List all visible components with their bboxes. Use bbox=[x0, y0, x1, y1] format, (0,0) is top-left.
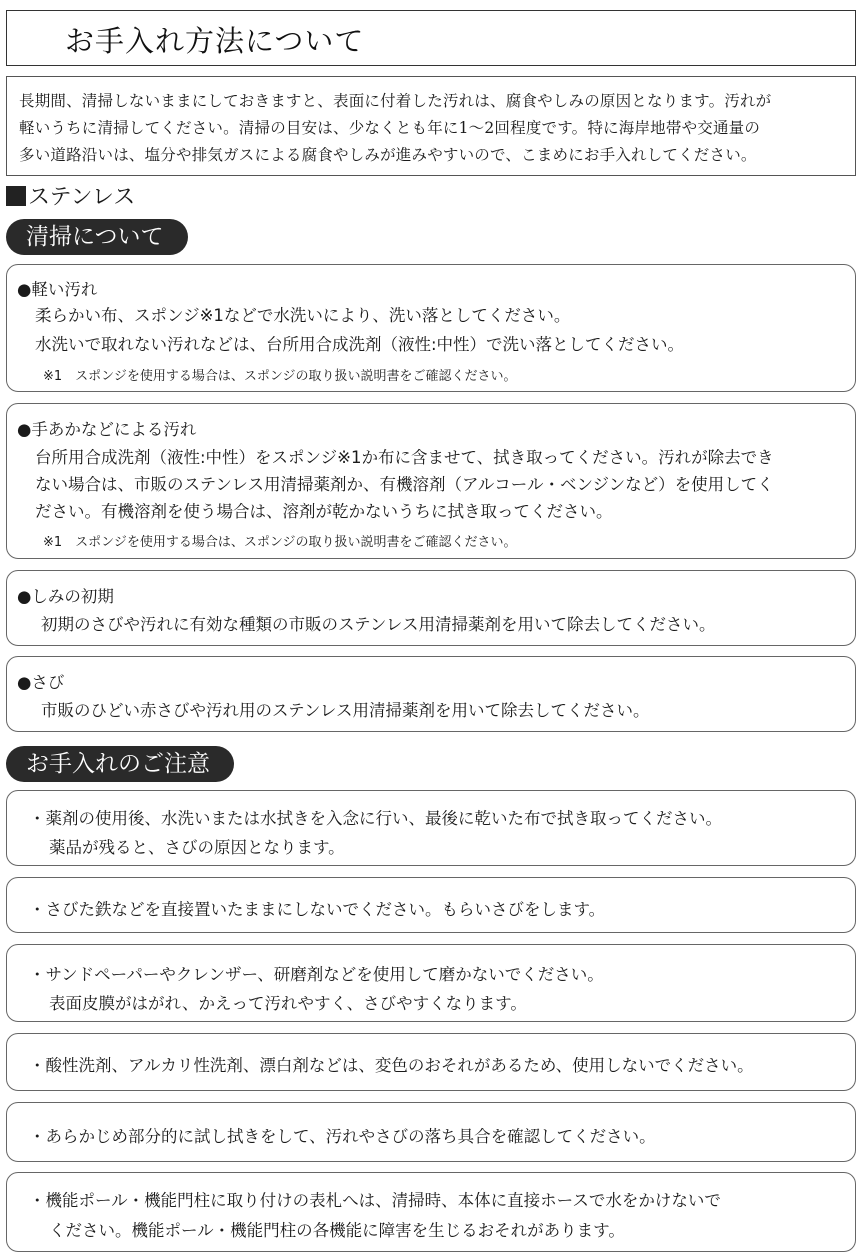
cleaning-item-light-dirt bbox=[6, 264, 856, 392]
item-note: ※1 スポンジを使用する場合は、スポンジの取り扱い説明書をご確認ください。 bbox=[43, 369, 517, 384]
caution-line: ・さびた鉄などを直接置いたままにしないでください。もらいさびをします。 bbox=[29, 900, 606, 919]
item-line: ださい。有機溶剤を使う場合は、溶剤が乾かないうちに拭き取ってください。 bbox=[35, 502, 613, 521]
intro-line: 多い道路沿いは、塩分や排気ガスによる腐食やしみが進みやすいので、こまめにお手入れしてください。 bbox=[19, 146, 757, 164]
cleaning-item-hand-grime bbox=[6, 403, 856, 559]
caution-heading: お手入れのご注意 bbox=[6, 746, 234, 782]
caution-item bbox=[6, 790, 856, 866]
caution-item bbox=[6, 944, 856, 1022]
caution-line: ・機能ポール・機能門柱に取り付けの表札へは、清掃時、本体に直接ホースで水をかけないで bbox=[29, 1191, 721, 1210]
item-line: 初期のさびや汚れに有効な種類の市販のステンレス用清掃薬剤を用いて除去してください。 bbox=[41, 615, 716, 634]
cleaning-item-rust bbox=[6, 656, 856, 732]
page-title-box bbox=[6, 10, 856, 66]
item-heading: ●さび bbox=[17, 673, 65, 692]
section-title bbox=[6, 183, 135, 213]
item-line: 水洗いで取れない汚れなどは、台所用合成洗剤（液性:中性）で洗い落としてください。 bbox=[35, 335, 685, 354]
intro-box bbox=[6, 76, 856, 176]
page-title: お手入れ方法について bbox=[65, 24, 365, 58]
caution-line: ・あらかじめ部分的に試し拭きをして、汚れやさびの落ち具合を確認してください。 bbox=[29, 1127, 656, 1146]
item-heading: ●手あかなどによる汚れ bbox=[17, 420, 197, 439]
item-note: ※1 スポンジを使用する場合は、スポンジの取り扱い説明書をご確認ください。 bbox=[43, 535, 517, 550]
intro-line: 長期間、清掃しないままにしておきますと、表面に付着した汚れは、腐食やしみの原因となります。汚れが bbox=[19, 92, 772, 110]
caution-line: 表面皮膜がはがれ、かえって汚れやすく、さびやすくなります。 bbox=[49, 994, 527, 1013]
caution-item bbox=[6, 1102, 856, 1162]
intro-line: 軽いうちに清掃してください。清掃の目安は、少なくとも年に1～2回程度です。特に海岸地帯や交通量の bbox=[19, 119, 761, 137]
item-heading: ●しみの初期 bbox=[17, 587, 114, 606]
caution-line: ・酸性洗剤、アルカリ性洗剤、漂白剤などは、変色のおそれがあるため、使用しないでください。 bbox=[29, 1056, 754, 1075]
item-line: 台所用合成洗剤（液性:中性）をスポンジ※1か布に含ませて、拭き取ってください。汚れが除去でき bbox=[35, 448, 774, 467]
item-line: 市販のひどい赤さびや汚れ用のステンレス用清掃薬剤を用いて除去してください。 bbox=[41, 701, 650, 720]
caution-line: ・サンドペーパーやクレンザー、研磨剤などを使用して磨かないでください。 bbox=[29, 965, 604, 984]
caution-item bbox=[6, 877, 856, 933]
item-heading: ●軽い汚れ bbox=[17, 280, 98, 299]
caution-line: ください。機能ポール・機能門柱の各機能に障害を生じるおそれがあります。 bbox=[49, 1221, 625, 1240]
caution-item bbox=[6, 1033, 856, 1091]
square-bullet-icon bbox=[6, 186, 26, 206]
cleaning-item-early-stain bbox=[6, 570, 856, 646]
item-line: ない場合は、市販のステンレス用清掃薬剤か、有機溶剤（アルコール・ベンジンなど）を使用してく bbox=[35, 475, 774, 494]
section-title-text: ステンレス bbox=[28, 185, 136, 210]
item-line: 柔らかい布、スポンジ※1などで水洗いにより、洗い落としてください。 bbox=[35, 306, 571, 325]
caution-line: 薬品が残ると、さびの原因となります。 bbox=[49, 838, 345, 857]
caution-item bbox=[6, 1172, 856, 1252]
caution-line: ・薬剤の使用後、水洗いまたは水拭きを入念に行い、最後に乾いた布で拭き取ってください。 bbox=[29, 809, 722, 828]
cleaning-heading: 清掃について bbox=[6, 219, 188, 255]
